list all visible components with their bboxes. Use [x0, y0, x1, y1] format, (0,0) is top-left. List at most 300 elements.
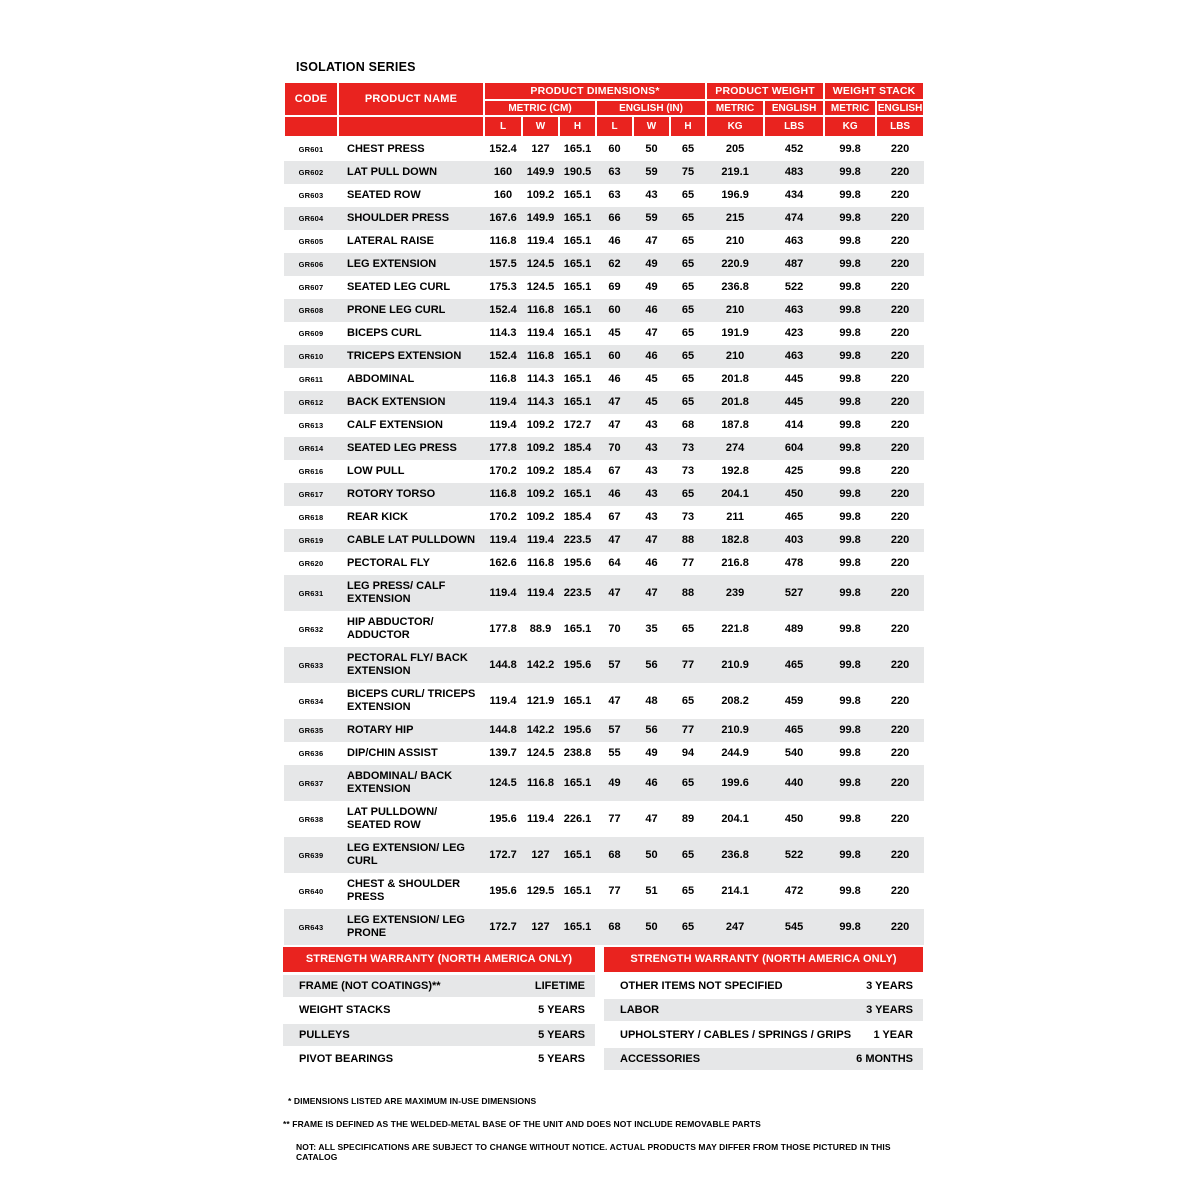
- row-dimension-value: 49: [645, 258, 658, 270]
- row-product-name: LEG EXTENSION/ LEG PRONE: [347, 914, 465, 939]
- row-weight-value: 182.8: [721, 534, 749, 546]
- row-dimension-value: 124.5: [489, 776, 517, 789]
- row-weight-value: 214.1: [721, 884, 749, 897]
- row-dimension-value: 127: [531, 848, 550, 861]
- row-weight-value: 210: [725, 235, 745, 247]
- header-metric-cm: METRIC (CM): [484, 100, 596, 116]
- row-dimension-value: 109.2: [526, 511, 555, 523]
- row-code: GR611: [298, 375, 324, 384]
- row-dimension-value: 77: [681, 658, 695, 671]
- row-dimension-value: 65: [681, 848, 695, 861]
- row-dimension-value: 47: [645, 812, 658, 825]
- row-dimension-value: 55: [608, 747, 621, 759]
- row-stack-value: 220: [890, 920, 910, 933]
- row-dimension-value: 60: [608, 350, 621, 362]
- row-dimension-value: 69: [608, 281, 621, 293]
- table-row: [284, 837, 924, 873]
- row-code: GR610: [298, 352, 324, 361]
- row-stack-value: 99.8: [839, 534, 861, 546]
- row-stack-value: 99.8: [839, 212, 861, 224]
- warranty-rows-left: [283, 975, 595, 1071]
- row-dimension-value: 47: [645, 534, 658, 546]
- unit-label: L: [484, 116, 522, 137]
- row-dimension-value: 170.2: [489, 511, 517, 523]
- row-weight-value: 221.8: [721, 622, 749, 635]
- footnotes: [283, 1096, 923, 1162]
- row-dimension-value: 46: [645, 304, 658, 316]
- row-code: GR617: [298, 490, 324, 499]
- row-dimension-value: 119.4: [527, 586, 554, 599]
- warranty-item-label: WEIGHT STACKS: [299, 1004, 391, 1016]
- row-product-name: BICEPS CURL/ TRICEPS EXTENSION: [347, 688, 476, 713]
- row-dimension-value: 65: [681, 212, 695, 224]
- row-weight-value: 434: [784, 189, 804, 201]
- row-stack-value: 220: [890, 304, 910, 316]
- row-dimension-value: 63: [608, 189, 621, 201]
- row-product-name: SEATED ROW: [347, 189, 421, 201]
- row-stack-value: 99.8: [839, 166, 861, 178]
- warranty-item-value: 5 YEARS: [538, 1004, 585, 1016]
- row-dimension-value: 47: [645, 586, 658, 599]
- row-dimension-value: 109.2: [526, 465, 555, 477]
- row-dimension-value: 66: [608, 212, 621, 224]
- row-code: GR620: [298, 559, 324, 568]
- row-dimension-value: 119.4: [527, 235, 554, 247]
- row-dimension-value: 165.1: [563, 776, 592, 789]
- row-dimension-value: 165.1: [563, 622, 592, 635]
- row-dimension-value: 116.8: [489, 488, 517, 500]
- table-row: [284, 683, 924, 719]
- row-dimension-value: 63: [608, 166, 621, 178]
- row-weight-value: 445: [784, 396, 804, 408]
- row-dimension-value: 46: [645, 776, 658, 789]
- warranty-header-left: STRENGTH WARRANTY (NORTH AMERICA ONLY): [283, 947, 595, 972]
- row-dimension-value: 46: [608, 373, 621, 385]
- row-dimension-value: 119.4: [489, 694, 517, 707]
- unit-blank: [284, 116, 338, 137]
- row-stack-value: 99.8: [839, 511, 861, 523]
- row-stack-value: 220: [890, 511, 910, 523]
- row-code: GR631: [298, 588, 324, 598]
- row-weight-value: 478: [784, 557, 804, 569]
- row-product-name: LOW PULL: [347, 465, 405, 477]
- warranty-item-value: 6 MONTHS: [856, 1053, 913, 1065]
- row-code: GR618: [298, 513, 324, 522]
- row-dimension-value: 60: [608, 304, 621, 316]
- row-dimension-value: 88: [681, 534, 695, 546]
- header-weight-metric: METRIC: [706, 100, 764, 116]
- row-dimension-value: 152.4: [489, 350, 517, 362]
- row-code: GR637: [298, 778, 324, 788]
- unit-label: LBS: [764, 116, 824, 137]
- row-weight-value: 463: [784, 235, 804, 247]
- row-dimension-value: 152.4: [489, 143, 517, 155]
- table-row: [284, 719, 924, 742]
- row-dimension-value: 119.4: [527, 327, 554, 339]
- row-dimension-value: 109.2: [526, 189, 555, 201]
- row-code: GR603: [298, 191, 324, 200]
- row-dimension-value: 73: [681, 442, 695, 454]
- row-dimension-value: 165.1: [563, 327, 592, 339]
- row-dimension-value: 65: [681, 488, 695, 500]
- row-dimension-value: 65: [681, 884, 695, 897]
- row-stack-value: 99.8: [839, 920, 861, 933]
- row-dimension-value: 88.9: [529, 622, 552, 635]
- row-product-name: BICEPS CURL: [347, 327, 422, 339]
- row-stack-value: 220: [890, 189, 910, 201]
- row-dimension-value: 59: [645, 212, 658, 224]
- row-weight-value: 483: [784, 166, 804, 178]
- footnote-specifications: NOT: ALL SPECIFICATIONS ARE SUBJECT TO CHANGE WITHOUT NOTICE. ACTUAL PRODUCTS MAY DIFFER FROM THOSE PICTURED IN THIS CATALOG: [296, 1142, 891, 1162]
- row-dimension-value: 162.6: [489, 557, 517, 569]
- row-weight-value: 465: [784, 724, 804, 736]
- warranty-row: [283, 1024, 595, 1046]
- row-code: GR601: [298, 145, 324, 154]
- row-dimension-value: 43: [645, 465, 658, 477]
- row-dimension-value: 65: [681, 694, 695, 707]
- row-product-name: HIP ABDUCTOR/ ADDUCTOR: [347, 616, 434, 641]
- row-stack-value: 99.8: [839, 189, 861, 201]
- row-dimension-value: 47: [608, 419, 621, 431]
- row-stack-value: 220: [890, 557, 910, 569]
- row-weight-value: 219.1: [721, 166, 749, 178]
- row-dimension-value: 160: [493, 189, 513, 201]
- row-dimension-value: 116.8: [527, 776, 554, 789]
- unit-label: H: [670, 116, 706, 137]
- warranty-item-value: 3 YEARS: [866, 1004, 913, 1016]
- row-weight-value: 210: [725, 350, 745, 362]
- row-weight-value: 236.8: [721, 281, 749, 293]
- row-stack-value: 220: [890, 442, 910, 454]
- row-dimension-value: 50: [645, 848, 658, 861]
- row-product-name: TRICEPS EXTENSION: [347, 350, 462, 362]
- row-dimension-value: 68: [608, 920, 621, 933]
- row-dimension-value: 157.5: [489, 258, 517, 270]
- table-row: [284, 529, 924, 552]
- row-weight-value: 459: [784, 694, 804, 707]
- row-weight-value: 201.8: [721, 396, 749, 408]
- row-dimension-value: 116.8: [527, 350, 554, 362]
- row-dimension-value: 144.8: [489, 724, 517, 736]
- row-weight-value: 236.8: [721, 848, 749, 861]
- row-product-name: LAT PULL DOWN: [347, 166, 438, 178]
- row-weight-value: 211: [726, 511, 744, 523]
- row-dimension-value: 109.2: [526, 442, 555, 454]
- row-product-name: PRONE LEG CURL: [347, 304, 446, 316]
- row-code: GR608: [298, 306, 324, 315]
- row-dimension-value: 46: [645, 557, 658, 569]
- row-product-name: CHEST & SHOULDER PRESS: [347, 878, 461, 903]
- row-dimension-value: 149.9: [526, 212, 555, 224]
- row-weight-value: 472: [784, 884, 804, 897]
- row-dimension-value: 116.8: [489, 235, 517, 247]
- row-code: GR614: [298, 444, 324, 453]
- spec-table: [283, 81, 925, 945]
- row-stack-value: 220: [890, 258, 910, 270]
- row-dimension-value: 70: [608, 622, 621, 635]
- row-stack-value: 99.8: [839, 884, 861, 897]
- row-product-name: REAR KICK: [347, 511, 409, 523]
- row-stack-value: 99.8: [839, 143, 861, 155]
- row-weight-value: 274: [725, 442, 745, 454]
- row-dimension-value: 160: [493, 166, 513, 178]
- row-stack-value: 220: [890, 166, 910, 178]
- row-code: GR606: [298, 260, 324, 269]
- unit-label: H: [559, 116, 596, 137]
- row-weight-value: 540: [784, 747, 804, 759]
- row-dimension-value: 190.5: [563, 166, 592, 178]
- row-stack-value: 220: [890, 586, 910, 599]
- row-dimension-value: 51: [645, 884, 658, 897]
- row-dimension-value: 195.6: [563, 658, 592, 671]
- row-stack-value: 99.8: [839, 694, 861, 707]
- header-product-name: PRODUCT NAME: [338, 82, 484, 116]
- row-stack-value: 99.8: [839, 557, 861, 569]
- row-weight-value: 425: [784, 465, 804, 477]
- row-dimension-value: 226.1: [563, 812, 592, 825]
- header-weight-stack: WEIGHT STACK: [824, 82, 924, 100]
- row-dimension-value: 47: [608, 694, 621, 707]
- row-code: GR633: [298, 660, 324, 670]
- row-dimension-value: 167.6: [489, 212, 517, 224]
- row-code: GR634: [298, 696, 324, 706]
- row-weight-value: 210.9: [721, 724, 749, 736]
- row-dimension-value: 127: [531, 143, 550, 155]
- row-dimension-value: 119.4: [489, 586, 517, 599]
- row-code: GR609: [298, 329, 324, 338]
- row-dimension-value: 57: [608, 658, 621, 671]
- row-weight-value: 187.8: [721, 419, 749, 431]
- row-dimension-value: 144.8: [489, 658, 517, 671]
- row-product-name: ROTARY HIP: [347, 724, 414, 736]
- row-stack-value: 99.8: [839, 373, 861, 385]
- row-dimension-value: 65: [681, 235, 695, 247]
- unit-label: L: [596, 116, 633, 137]
- row-dimension-value: 43: [645, 189, 658, 201]
- row-code: GR619: [298, 536, 324, 545]
- unit-label: W: [522, 116, 559, 137]
- table-row: [284, 345, 924, 368]
- warranty-item-label: ACCESSORIES: [620, 1053, 701, 1065]
- table-row: [284, 483, 924, 506]
- row-stack-value: 220: [890, 212, 910, 224]
- row-dimension-value: 185.4: [563, 442, 592, 454]
- row-weight-value: 450: [784, 812, 804, 825]
- unit-label: LBS: [876, 116, 924, 137]
- row-dimension-value: 43: [645, 419, 658, 431]
- row-dimension-value: 119.4: [527, 812, 554, 825]
- row-code: GR605: [298, 237, 324, 246]
- table-row: [284, 460, 924, 483]
- warranty-table-left: [283, 947, 595, 1070]
- row-weight-value: 489: [784, 622, 804, 635]
- table-row: [284, 230, 924, 253]
- row-code: GR635: [298, 726, 324, 735]
- warranty-item-value: LIFETIME: [534, 979, 585, 992]
- row-weight-value: 465: [784, 511, 804, 523]
- row-dimension-value: 170.2: [489, 465, 517, 477]
- row-product-name: BACK EXTENSION: [347, 396, 446, 408]
- row-dimension-value: 119.4: [489, 396, 517, 408]
- row-stack-value: 220: [890, 534, 910, 546]
- row-dimension-value: 195.6: [489, 812, 517, 825]
- row-weight-value: 414: [784, 419, 804, 431]
- row-dimension-value: 43: [645, 442, 658, 454]
- row-dimension-value: 165.1: [563, 304, 592, 316]
- row-dimension-value: 60: [608, 143, 621, 155]
- row-stack-value: 99.8: [839, 586, 861, 599]
- row-weight-value: 450: [784, 488, 804, 500]
- spec-table-header: [284, 82, 924, 137]
- row-dimension-value: 149.9: [526, 166, 555, 178]
- row-dimension-value: 172.7: [563, 419, 592, 431]
- row-stack-value: 220: [890, 747, 910, 759]
- footnote-dimensions: * DIMENSIONS LISTED ARE MAXIMUM IN-USE DIMENSIONS: [288, 1096, 537, 1106]
- row-dimension-value: 177.8: [489, 442, 517, 454]
- row-stack-value: 99.8: [839, 396, 861, 408]
- row-dimension-value: 114.3: [527, 396, 554, 408]
- row-product-name: SEATED LEG PRESS: [347, 442, 457, 454]
- table-row: [284, 414, 924, 437]
- row-weight-value: 210.9: [721, 658, 749, 671]
- row-dimension-value: 165.1: [563, 373, 592, 385]
- row-dimension-value: 70: [608, 442, 621, 454]
- row-weight-value: 423: [784, 327, 804, 339]
- row-weight-value: 463: [784, 350, 804, 362]
- row-dimension-value: 47: [608, 534, 621, 546]
- row-stack-value: 99.8: [839, 235, 861, 247]
- row-dimension-value: 65: [681, 281, 695, 293]
- row-dimension-value: 114.3: [489, 327, 517, 339]
- table-row: [284, 322, 924, 345]
- row-dimension-value: 65: [681, 258, 695, 270]
- row-code: GR639: [298, 850, 324, 860]
- row-dimension-value: 127: [531, 920, 550, 933]
- row-dimension-value: 43: [645, 488, 658, 500]
- row-product-name: CALF EXTENSION: [347, 419, 443, 431]
- row-dimension-value: 124.5: [526, 281, 555, 293]
- row-dimension-value: 67: [608, 511, 621, 523]
- row-dimension-value: 165.1: [563, 258, 592, 270]
- row-dimension-value: 223.5: [563, 586, 592, 599]
- table-row: [284, 253, 924, 276]
- row-weight-value: 192.8: [721, 465, 749, 477]
- row-weight-value: 191.9: [721, 327, 749, 339]
- table-row: [284, 552, 924, 575]
- row-product-name: SHOULDER PRESS: [347, 212, 450, 224]
- warranty-rows-right: [604, 975, 923, 1071]
- row-product-name: LEG PRESS/ CALF EXTENSION: [347, 580, 446, 605]
- row-dimension-value: 77: [608, 884, 621, 897]
- row-stack-value: 99.8: [839, 281, 861, 293]
- row-stack-value: 220: [890, 724, 910, 736]
- row-dimension-value: 177.8: [489, 622, 517, 635]
- row-stack-value: 99.8: [839, 465, 861, 477]
- table-row: [284, 506, 924, 529]
- row-dimension-value: 68: [608, 848, 621, 861]
- row-dimension-value: 59: [645, 166, 658, 178]
- row-dimension-value: 119.4: [527, 534, 554, 546]
- row-dimension-value: 46: [608, 488, 621, 500]
- row-dimension-value: 142.2: [526, 658, 555, 671]
- row-stack-value: 220: [890, 694, 910, 707]
- warranty-header-right: STRENGTH WARRANTY (NORTH AMERICA ONLY): [604, 947, 923, 972]
- row-code: GR602: [298, 168, 324, 177]
- row-weight-value: 403: [784, 534, 804, 546]
- row-code: GR643: [298, 922, 324, 932]
- table-row: [284, 299, 924, 322]
- row-stack-value: 220: [890, 143, 910, 155]
- row-dimension-value: 165.1: [563, 350, 592, 362]
- row-dimension-value: 50: [645, 920, 658, 933]
- row-dimension-value: 45: [645, 396, 658, 408]
- row-stack-value: 220: [890, 373, 910, 385]
- row-stack-value: 220: [890, 812, 910, 825]
- warranty-item-label: OTHER ITEMS NOT SPECIFIED: [620, 979, 783, 992]
- row-dimension-value: 46: [645, 350, 658, 362]
- row-stack-value: 99.8: [839, 812, 861, 825]
- table-row: [284, 437, 924, 460]
- row-dimension-value: 119.4: [489, 534, 517, 546]
- header-stack-english: ENGLISH: [876, 100, 924, 116]
- row-weight-value: 522: [784, 281, 804, 293]
- row-dimension-value: 165.1: [563, 143, 592, 155]
- row-dimension-value: 77: [608, 812, 621, 825]
- row-dimension-value: 35: [645, 622, 658, 635]
- row-dimension-value: 116.8: [527, 304, 554, 316]
- warranty-item-value: 5 YEARS: [538, 1028, 585, 1041]
- row-dimension-value: 47: [608, 586, 621, 599]
- unit-label: KG: [824, 116, 876, 137]
- row-dimension-value: 124.5: [526, 258, 555, 270]
- row-dimension-value: 65: [681, 304, 695, 316]
- warranty-row: [604, 1024, 923, 1046]
- row-stack-value: 99.8: [839, 419, 861, 431]
- row-dimension-value: 47: [645, 327, 658, 339]
- table-row: [284, 909, 924, 945]
- unit-label: KG: [706, 116, 764, 137]
- row-dimension-value: 48: [645, 694, 658, 707]
- warranty-item-label: FRAME (NOT COATINGS)**: [299, 979, 441, 992]
- row-weight-value: 545: [784, 920, 804, 933]
- row-dimension-value: 67: [608, 465, 621, 477]
- warranty-item-value: 1 YEAR: [873, 1028, 913, 1041]
- row-dimension-value: 65: [681, 350, 695, 362]
- row-stack-value: 99.8: [839, 724, 861, 736]
- row-dimension-value: 185.4: [563, 465, 592, 477]
- row-weight-value: 487: [784, 258, 804, 270]
- row-stack-value: 99.8: [839, 488, 861, 500]
- table-row: [284, 207, 924, 230]
- table-row: [284, 611, 924, 647]
- row-dimension-value: 116.8: [489, 373, 517, 385]
- row-code: GR613: [298, 421, 324, 430]
- row-code: GR638: [298, 814, 324, 824]
- row-dimension-value: 50: [645, 143, 658, 155]
- row-stack-value: 220: [890, 327, 910, 339]
- row-code: GR612: [298, 398, 324, 407]
- row-dimension-value: 89: [681, 812, 695, 825]
- header-product-dimensions: PRODUCT DIMENSIONS*: [484, 82, 706, 100]
- row-weight-value: 210: [725, 304, 745, 316]
- row-dimension-value: 49: [645, 281, 658, 293]
- row-stack-value: 99.8: [839, 350, 861, 362]
- row-dimension-value: 65: [681, 776, 695, 789]
- row-weight-value: 604: [784, 442, 804, 454]
- row-dimension-value: 195.6: [563, 724, 592, 736]
- row-stack-value: 220: [890, 465, 910, 477]
- row-dimension-value: 45: [608, 327, 621, 339]
